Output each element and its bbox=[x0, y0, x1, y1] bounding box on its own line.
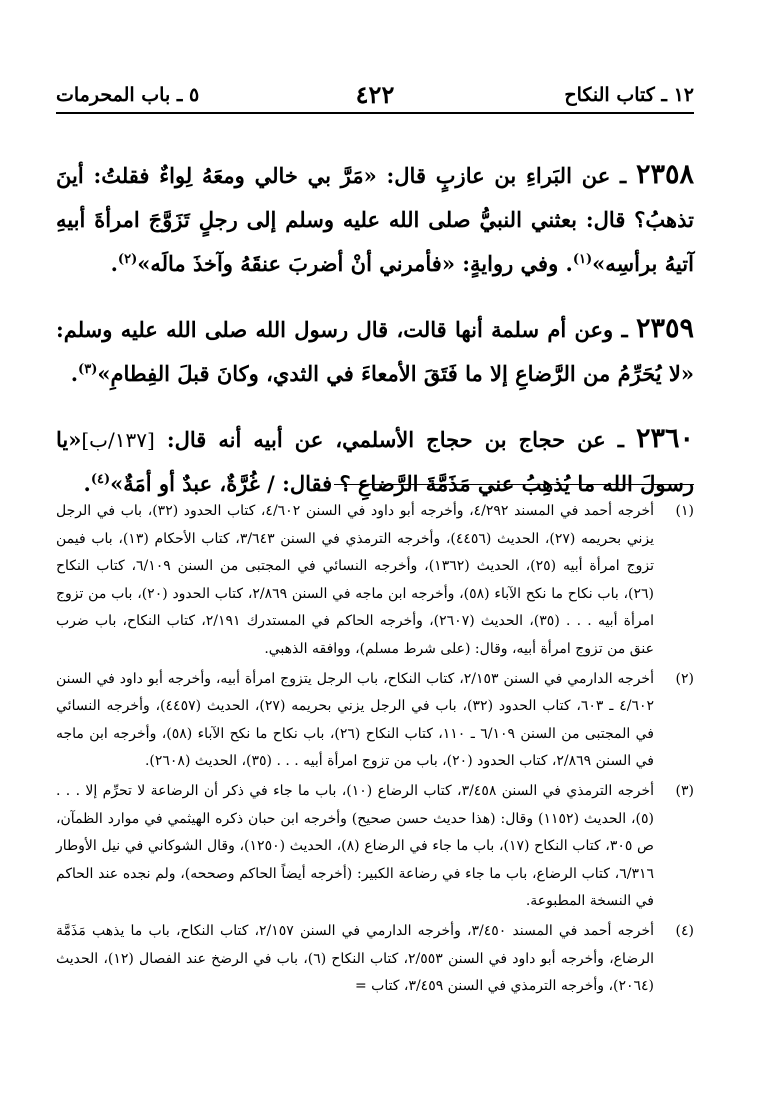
hadith-number: ٢٣٥٨ bbox=[635, 159, 694, 190]
footnotes bbox=[56, 498, 694, 1003]
hadith-text: ـ عن حجاج بن حجاج الأسلمي، عن أبيه أنه قال: bbox=[166, 427, 624, 452]
page-number: ٤٢٢ bbox=[355, 80, 395, 109]
hadith-text-continued: . وفي روايةٍ: «فأمرني أنْ أضربَ عنقَهُ وآخذَ مالَه» bbox=[137, 251, 573, 276]
footnote-number: (١) bbox=[675, 503, 694, 519]
header-book-title: ١٢ ـ كتاب النكاح bbox=[564, 84, 694, 106]
hadith-2360 bbox=[56, 417, 694, 506]
hadith-end: . bbox=[110, 251, 118, 276]
hadith-text-continued: «يا رسولَ الله ما يُذهِبُ عني مَذَمَّةَ الرَّضاعِ ؟ فقال: / غُرَّةٌ، عبدٌ أو أمَةٌ» bbox=[56, 427, 694, 496]
header-chapter-title: ٥ ـ باب المحرمات bbox=[56, 84, 200, 106]
hadith-end: . bbox=[83, 471, 91, 496]
main-text bbox=[56, 132, 694, 512]
footnote-number: (٢) bbox=[675, 670, 694, 687]
footnote-ref: (٤) bbox=[90, 472, 111, 487]
hadith-text: ـ عن البَراءِ بن عازبٍ قال: «مَرَّ بي خالي ومعَهُ لِواءٌ فقلتُ: أينَ تذهبُ؟ قال: بعثني النبيُّ صلى الله عليه وسلم إلى رجلٍ تَزَوَّجَ امرأةَ أبيهِ آتيهُ برأسِه» bbox=[56, 163, 694, 276]
footnote-ref: (٢) bbox=[117, 252, 138, 267]
footnote-ref: (٣) bbox=[78, 362, 98, 377]
hadith-2358 bbox=[56, 153, 694, 286]
footnote-4 bbox=[56, 918, 694, 1001]
footnote-number: (٣) bbox=[675, 782, 694, 799]
footnote-text: أخرجه أحمد في المسند ٣/٤٥٠، وأخرجه الدارمي في السنن ٢/١٥٧، كتاب النكاح، باب ما يذهب مَذَمَّة الرضاع، وأخرجه أبو داود في السنن ٢/٥٥٣، كتاب النكاح (٦)، باب في الرضخ عند الفصال (١٢)، الحديث (٢٠٦٤)، وأخرجه الترمذي في السنن ٣/٤٥٩، كتاب = bbox=[56, 922, 655, 995]
manuscript-folio-marker: [١٣٧/ب] bbox=[81, 428, 155, 452]
footnote-1 bbox=[56, 498, 694, 664]
running-header bbox=[56, 78, 694, 114]
footnote-separator bbox=[334, 484, 694, 485]
hadith-2359 bbox=[56, 307, 694, 396]
footnote-number: (٤) bbox=[675, 922, 694, 939]
footnote-text: أخرجه الدارمي في السنن ٢/١٥٣، كتاب النكاح، باب الرجل يتزوج امرأة أبيه، وأخرجه أبو داود في السنن ٤/٦٠٢ ـ ٦٠٣، كتاب الحدود (٣٢)، باب في الرجل يزني بحريمه (٢٧)، الحديث (٤٤٥٧)، وأخرجه النسائي في المجتبى من السنن ٦/١٠٩ ـ ١١٠، كتاب النكاح (٢٦)، باب نكاح ما نكح الآباء (٥٨)، وأخرجه ابن ماجه في السنن ٢/٨٦٩، كتاب الحدود (٢٠)، باب من تزوج امرأة أبيه . . . (٣٥)، الحديث (٢٦٠٨). bbox=[56, 670, 654, 770]
footnote-text: أخرجه الترمذي في السنن ٣/٤٥٨، كتاب الرضاع (١٠)، باب ما جاء في ذكر أن الرضاعة لا تحرِّم إلا . . . (٥)، الحديث (١١٥٢) وقال: (هذا حديث حسن صحيح) وأخرجه ابن حبان ذكره الهيثمي في موارد الظمآن، ص ٣٠٥، كتاب النكاح (١٧)، باب ما جاء في الرضاع (٨)، الحديث (١٢٥٠)، وقال الشوكاني في نيل الأوطار ٦/٣١٦، كتاب الرضاع، باب ما جاء في رضاعة الكبير: (أخرجه أيضاً الحاكم وصححه)، ولم نجده عند الحاكم في النسخة المطبوعة. bbox=[56, 782, 654, 910]
hadith-end: . bbox=[70, 361, 79, 386]
hadith-text: ـ وعن أم سلمة أنها قالت، قال رسول الله صلى الله عليه وسلم: «لا يُحَرِّمُ من الرَّضاعِ إلا ما فَتَقَ الأمعاءَ في الثدي، وكانَ قبلَ الفِطامِ» bbox=[56, 317, 694, 386]
footnote-2 bbox=[56, 666, 694, 776]
footnote-text: أخرجه أحمد في المسند ٤/٢٩٢، وأخرجه أبو داود في السنن ٤/٦٠٢، كتاب الحدود (٣٢)، باب في الرجل يزني بحريمه (٢٧)، الحديث (٤٤٥٦)، وأخرجه الترمذي في السنن ٣/٦٤٣، كتاب الأحكام (١٣)، باب فيمن تزوج امرأة أبيه (٢٥)، الحديث (١٣٦٢)، وأخرجه النسائي في المجتبى من السنن ٦/١٠٩، كتاب النكاح (٢٦)، باب نكاح ما نكح الآباء (٥٨)، وأخرجه ابن ماجه في السنن ٢/٨٦٩، كتاب الحدود (٢٠)، باب من تزوج امرأة أبيه . . . (٣٥)، الحديث (٢٦٠٧)، وأخرجه الحاكم في المستدرك ٢/١٩١، كتاب النكاح، باب ضرب عنق من تزوج امرأة أبيه، وقال: (على شرط مسلم)، ووافقه الذهبي. bbox=[56, 503, 655, 657]
hadith-number: ٢٣٥٩ bbox=[635, 313, 694, 344]
hadith-number: ٢٣٦٠ bbox=[636, 423, 695, 454]
footnote-3 bbox=[56, 778, 694, 916]
footnote-ref: (١) bbox=[572, 252, 593, 267]
